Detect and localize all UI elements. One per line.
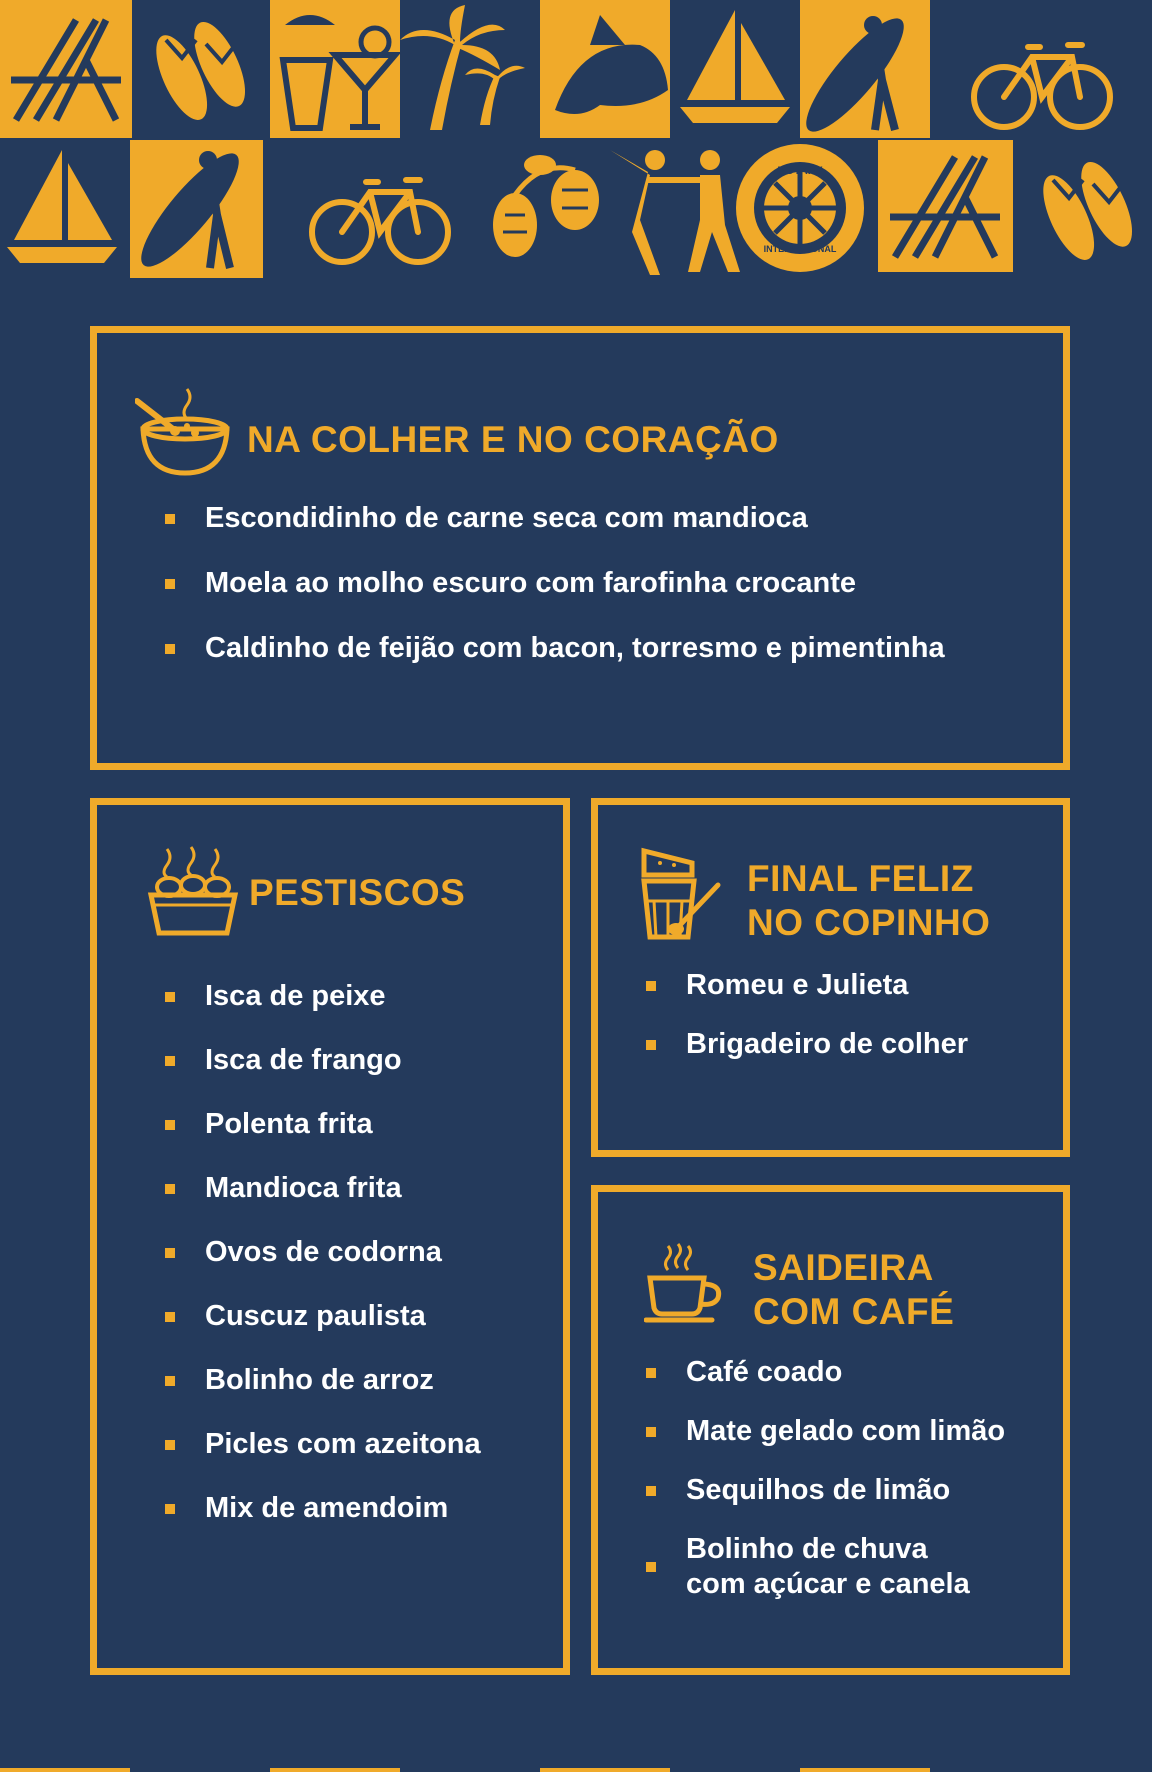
soup-bowl-icon [135, 381, 235, 481]
svg-text:INTERNATIONAL: INTERNATIONAL [763, 244, 837, 254]
list-item: Ovos de codorna [165, 1235, 481, 1270]
list-item: Caldinho de feijão com bacon, torresmo e pimentinha [165, 631, 945, 666]
list-item: Mate gelado com limão [646, 1414, 1005, 1449]
dancers-icon [610, 150, 740, 275]
coffee-cup-icon [644, 1242, 728, 1326]
bullet [646, 1368, 656, 1378]
palm-trees-icon [400, 5, 525, 130]
section-title: SAIDEIRA COM CAFÉ [753, 1247, 955, 1332]
list-item: Cuscuz paulista [165, 1299, 481, 1334]
bullet [165, 1312, 175, 1322]
section-title: PESTISCOS [249, 872, 466, 913]
bottom-banner-edge [0, 1764, 1152, 1772]
list-item: Bolinho de arroz [165, 1363, 481, 1398]
list-item: Brigadeiro de colher [646, 1027, 968, 1062]
bicycle-icon [974, 45, 1110, 127]
dessert-cup-icon [640, 845, 722, 943]
list-item: Romeu e Julieta [646, 968, 968, 1003]
surfer-icon [128, 140, 263, 278]
item-list [165, 501, 945, 666]
hops-icon [493, 155, 599, 257]
list-item: Moela ao molho escuro com farofinha crocante [165, 566, 945, 601]
list-item: Café coado [646, 1355, 1005, 1390]
bullet [646, 981, 656, 991]
flip-flops-icon [1033, 155, 1142, 267]
list-item: Mandioca frita [165, 1171, 481, 1206]
list-item: Picles com azeitona [165, 1427, 481, 1462]
list-item: Polenta frita [165, 1107, 481, 1142]
bullet [165, 579, 175, 589]
flip-flops-icon [146, 15, 255, 127]
item-list [165, 979, 481, 1526]
section-saideira [591, 1185, 1070, 1675]
icon-banner [0, 0, 1152, 278]
section-title: NA COLHER E NO CORAÇÃO [247, 419, 779, 460]
bullet [165, 1120, 175, 1130]
bullet [165, 514, 175, 524]
list-item: Sequilhos de limão [646, 1473, 1005, 1508]
fish-icon [540, 0, 670, 138]
beach-chair-icon [0, 0, 132, 138]
bullet [646, 1427, 656, 1437]
list-item: Mix de amendoim [165, 1491, 481, 1526]
surfer-icon [793, 0, 930, 143]
bullet [165, 1440, 175, 1450]
bullet [165, 1184, 175, 1194]
sailboat-icon [680, 10, 790, 123]
list-item: Bolinho de chuva com açúcar e canela [646, 1532, 1005, 1602]
rotary-emblem-icon [736, 144, 864, 272]
bullet [165, 644, 175, 654]
list-item: Isca de peixe [165, 979, 481, 1014]
list-item: Escondidinho de carne seca com mandioca [165, 501, 945, 536]
bullet [646, 1486, 656, 1496]
beach-chair-icon [878, 140, 1013, 272]
bullet [165, 1376, 175, 1386]
bullet [646, 1040, 656, 1050]
sailboat-icon [7, 150, 117, 263]
bullet [646, 1562, 656, 1572]
svg-text:ROTARY: ROTARY [777, 165, 823, 177]
section-na-colher [90, 326, 1070, 770]
item-list [646, 1355, 1005, 1602]
bullet [165, 1248, 175, 1258]
bicycle-icon [312, 180, 448, 262]
list-item: Isca de frango [165, 1043, 481, 1078]
snack-basket-icon [147, 845, 239, 941]
item-list [646, 968, 968, 1062]
section-final-feliz [591, 798, 1070, 1157]
cocktail-icon [270, 0, 400, 138]
bullet [165, 1504, 175, 1514]
bullet [165, 1056, 175, 1066]
section-title: FINAL FELIZ NO COPINHO [747, 858, 991, 943]
bullet [165, 992, 175, 1002]
section-pestiscos [90, 798, 570, 1675]
